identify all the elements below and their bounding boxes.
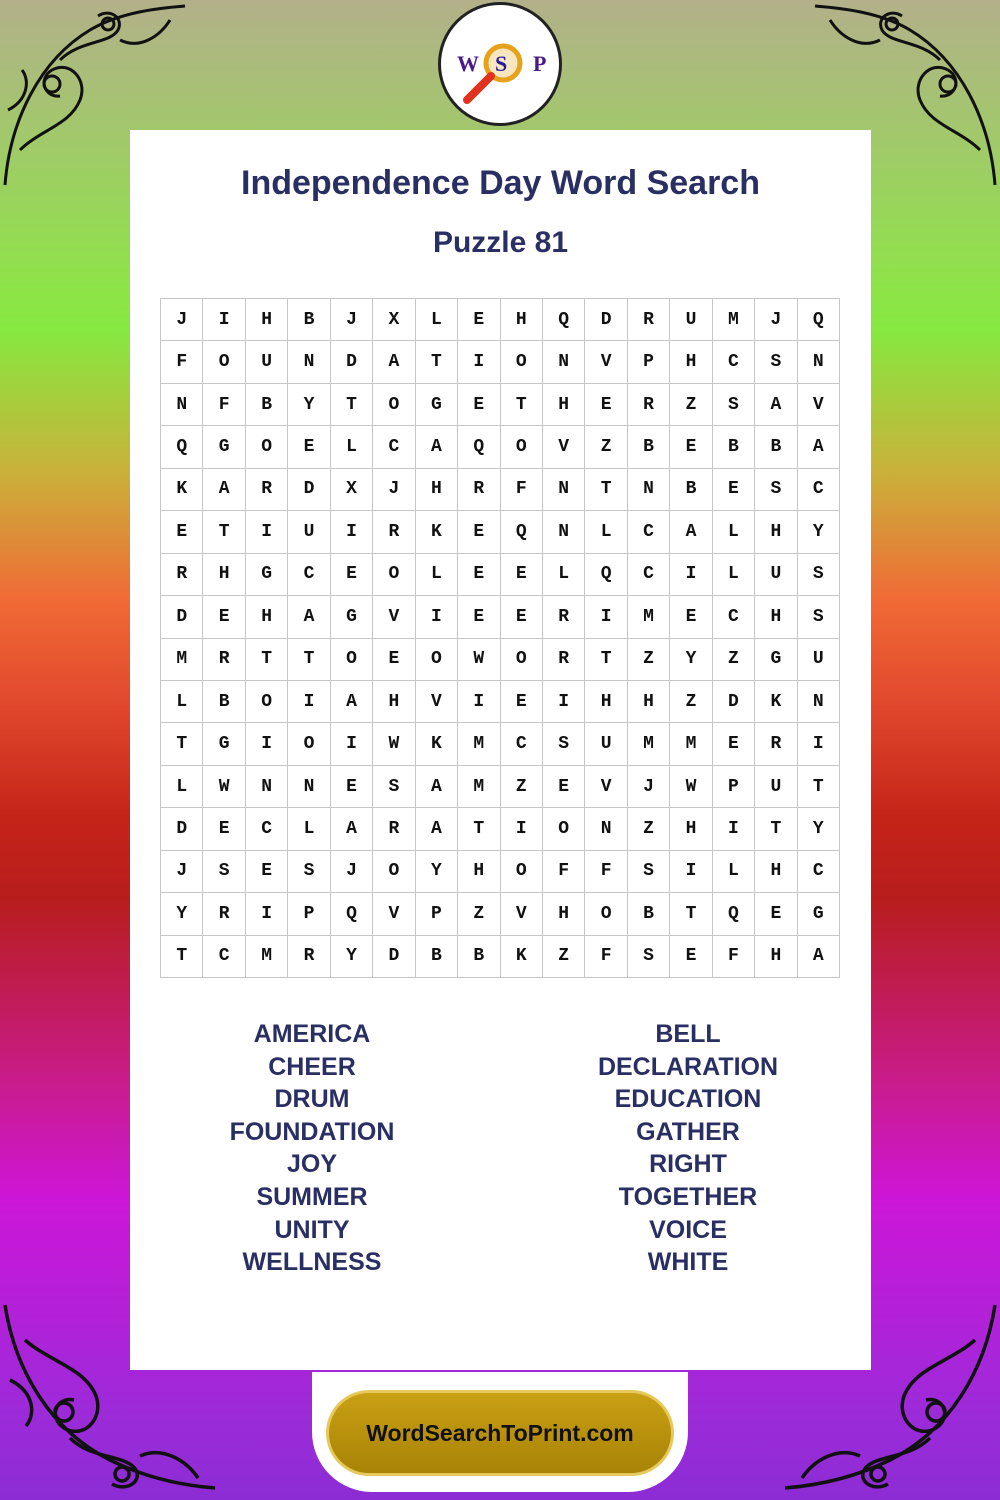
grid-cell[interactable]: H	[246, 299, 288, 341]
grid-cell[interactable]: A	[331, 808, 373, 850]
grid-cell[interactable]: L	[416, 554, 458, 596]
grid-cell[interactable]: S	[798, 596, 840, 638]
grid-cell[interactable]: T	[416, 341, 458, 383]
grid-cell[interactable]: S	[755, 341, 797, 383]
grid-cell[interactable]: A	[798, 936, 840, 978]
grid-cell[interactable]: T	[585, 469, 627, 511]
grid-cell[interactable]: F	[203, 384, 245, 426]
grid-cell[interactable]: Z	[670, 681, 712, 723]
grid-cell[interactable]: T	[585, 639, 627, 681]
grid-cell[interactable]: U	[755, 554, 797, 596]
grid-cell[interactable]: O	[543, 808, 585, 850]
grid-cell[interactable]: T	[203, 511, 245, 553]
grid-cell[interactable]: V	[416, 681, 458, 723]
grid-cell[interactable]: V	[373, 893, 415, 935]
grid-cell[interactable]: A	[755, 384, 797, 426]
grid-cell[interactable]: K	[416, 511, 458, 553]
grid-cell[interactable]: Q	[713, 893, 755, 935]
grid-cell[interactable]: Z	[628, 639, 670, 681]
grid-cell[interactable]: G	[203, 426, 245, 468]
grid-cell[interactable]: E	[713, 469, 755, 511]
grid-cell[interactable]: U	[755, 766, 797, 808]
grid-cell[interactable]: O	[501, 851, 543, 893]
logo-letter-s: S	[495, 51, 508, 76]
grid-cell[interactable]: O	[246, 426, 288, 468]
grid-cell[interactable]: L	[713, 851, 755, 893]
grid-cell[interactable]: W	[373, 723, 415, 765]
grid-cell[interactable]: R	[288, 936, 330, 978]
puzzle-panel	[130, 130, 871, 1370]
grid-cell[interactable]: D	[161, 596, 203, 638]
grid-cell[interactable]: H	[628, 681, 670, 723]
word-list-item: TOGETHER	[618, 1182, 758, 1211]
grid-cell[interactable]: T	[670, 893, 712, 935]
grid-cell[interactable]: E	[373, 639, 415, 681]
grid-cell[interactable]: E	[246, 851, 288, 893]
grid-cell[interactable]: O	[203, 341, 245, 383]
grid-cell[interactable]: I	[543, 681, 585, 723]
word-list-item: DECLARATION	[597, 1052, 779, 1081]
grid-cell[interactable]: E	[203, 808, 245, 850]
website-link-button[interactable]: WordSearchToPrint.com	[326, 1390, 674, 1476]
grid-cell[interactable]: T	[798, 766, 840, 808]
grid-cell[interactable]: H	[670, 808, 712, 850]
puzzle-number: Puzzle 81	[432, 226, 569, 259]
grid-cell[interactable]: E	[331, 766, 373, 808]
grid-cell[interactable]: H	[543, 384, 585, 426]
word-list-item: DRUM	[274, 1085, 350, 1114]
grid-cell[interactable]: I	[670, 851, 712, 893]
grid-cell[interactable]: M	[670, 723, 712, 765]
grid-cell[interactable]: I	[246, 511, 288, 553]
grid-cell[interactable]: G	[755, 639, 797, 681]
word-list-right	[538, 1018, 838, 1279]
grid-cell[interactable]: L	[713, 554, 755, 596]
grid-cell[interactable]: O	[373, 554, 415, 596]
grid-cell[interactable]: Q	[501, 511, 543, 553]
grid-cell[interactable]: I	[670, 554, 712, 596]
grid-cell[interactable]: H	[373, 681, 415, 723]
grid-cell[interactable]: L	[713, 511, 755, 553]
grid-cell[interactable]: Q	[585, 554, 627, 596]
grid-cell[interactable]: Y	[288, 384, 330, 426]
grid-cell[interactable]: B	[416, 936, 458, 978]
grid-cell[interactable]: O	[288, 723, 330, 765]
grid-cell[interactable]: G	[246, 554, 288, 596]
grid-cell[interactable]: N	[543, 511, 585, 553]
grid-cell[interactable]: E	[755, 893, 797, 935]
grid-cell[interactable]: D	[373, 936, 415, 978]
grid-cell[interactable]: B	[458, 936, 500, 978]
grid-cell[interactable]: E	[501, 681, 543, 723]
grid-cell[interactable]: B	[628, 893, 670, 935]
grid-cell[interactable]: J	[331, 851, 373, 893]
grid-cell[interactable]: I	[203, 299, 245, 341]
grid-cell[interactable]: R	[755, 723, 797, 765]
grid-cell[interactable]: E	[331, 554, 373, 596]
grid-cell[interactable]: F	[501, 469, 543, 511]
grid-cell[interactable]: J	[628, 766, 670, 808]
grid-cell[interactable]: B	[203, 681, 245, 723]
grid-cell[interactable]: H	[246, 596, 288, 638]
grid-cell[interactable]: U	[798, 639, 840, 681]
word-list-item: WELLNESS	[242, 1248, 382, 1277]
grid-cell[interactable]: I	[458, 341, 500, 383]
grid-cell[interactable]: E	[203, 596, 245, 638]
word-list-item: SUMMER	[256, 1182, 368, 1211]
grid-cell[interactable]: R	[458, 469, 500, 511]
grid-cell[interactable]: Y	[798, 808, 840, 850]
grid-cell[interactable]: C	[501, 723, 543, 765]
grid-cell[interactable]: R	[161, 554, 203, 596]
grid-cell[interactable]: E	[713, 723, 755, 765]
grid-cell[interactable]: D	[713, 681, 755, 723]
grid-cell[interactable]: D	[585, 299, 627, 341]
word-list-item: FOUNDATION	[229, 1117, 395, 1146]
grid-cell[interactable]: O	[501, 426, 543, 468]
grid-cell[interactable]: K	[161, 469, 203, 511]
grid-cell[interactable]: D	[331, 341, 373, 383]
word-list-left	[162, 1018, 462, 1279]
grid-cell[interactable]: O	[373, 384, 415, 426]
grid-cell[interactable]: P	[713, 766, 755, 808]
grid-cell[interactable]: E	[670, 426, 712, 468]
grid-cell[interactable]: L	[331, 426, 373, 468]
word-list-item: BELL	[655, 1020, 721, 1048]
letter-grid	[160, 298, 840, 978]
word-list-item: WHITE	[647, 1248, 729, 1277]
grid-cell[interactable]: D	[161, 808, 203, 850]
grid-cell[interactable]: M	[713, 299, 755, 341]
grid-cell[interactable]: Y	[416, 851, 458, 893]
grid-cell[interactable]: I	[416, 596, 458, 638]
grid-cell[interactable]: S	[628, 936, 670, 978]
grid-cell[interactable]: E	[161, 511, 203, 553]
grid-cell[interactable]: H	[501, 299, 543, 341]
grid-cell[interactable]: M	[628, 723, 670, 765]
grid-cell[interactable]: E	[585, 384, 627, 426]
grid-cell[interactable]: O	[501, 639, 543, 681]
grid-cell[interactable]: U	[288, 511, 330, 553]
grid-cell[interactable]: B	[670, 469, 712, 511]
grid-cell[interactable]: N	[628, 469, 670, 511]
grid-cell[interactable]: L	[416, 299, 458, 341]
grid-cell[interactable]: I	[331, 723, 373, 765]
grid-cell[interactable]: A	[416, 426, 458, 468]
grid-cell[interactable]: E	[458, 299, 500, 341]
grid-cell[interactable]: G	[203, 723, 245, 765]
grid-cell[interactable]: F	[161, 341, 203, 383]
grid-cell[interactable]: J	[161, 299, 203, 341]
grid-cell[interactable]: Z	[670, 384, 712, 426]
grid-cell[interactable]: R	[373, 808, 415, 850]
grid-cell[interactable]: N	[543, 341, 585, 383]
grid-cell[interactable]: L	[288, 808, 330, 850]
grid-cell[interactable]: Q	[543, 299, 585, 341]
grid-cell[interactable]: N	[288, 341, 330, 383]
grid-cell[interactable]: E	[670, 936, 712, 978]
grid-cell[interactable]: C	[203, 936, 245, 978]
logo-letter-p: P	[533, 51, 547, 76]
grid-cell[interactable]: S	[755, 469, 797, 511]
grid-cell[interactable]: L	[161, 681, 203, 723]
word-list-item: RIGHT	[649, 1150, 727, 1179]
grid-cell[interactable]: Q	[331, 893, 373, 935]
grid-cell[interactable]: C	[628, 511, 670, 553]
grid-cell[interactable]: W	[203, 766, 245, 808]
grid-cell[interactable]: I	[331, 511, 373, 553]
grid-cell[interactable]: T	[331, 384, 373, 426]
grid-cell[interactable]: A	[331, 681, 373, 723]
grid-cell[interactable]: E	[458, 511, 500, 553]
grid-cell[interactable]: T	[288, 639, 330, 681]
grid-cell[interactable]: R	[628, 299, 670, 341]
grid-cell[interactable]: Z	[713, 639, 755, 681]
grid-cell[interactable]: I	[458, 681, 500, 723]
grid-cell[interactable]: H	[755, 596, 797, 638]
grid-cell[interactable]: G	[416, 384, 458, 426]
grid-cell[interactable]: J	[373, 469, 415, 511]
grid-cell[interactable]: Z	[501, 766, 543, 808]
grid-cell[interactable]: E	[670, 596, 712, 638]
grid-cell[interactable]: H	[755, 851, 797, 893]
grid-cell[interactable]: H	[543, 893, 585, 935]
grid-cell[interactable]: N	[246, 766, 288, 808]
grid-cell[interactable]: C	[798, 851, 840, 893]
grid-cell[interactable]: A	[416, 766, 458, 808]
grid-cell[interactable]: F	[585, 936, 627, 978]
grid-cell[interactable]: H	[755, 936, 797, 978]
grid-cell[interactable]: A	[670, 511, 712, 553]
word-list-item: VOICE	[649, 1215, 727, 1244]
word-list-item: JOY	[286, 1150, 338, 1179]
grid-cell[interactable]: C	[246, 808, 288, 850]
grid-cell[interactable]: C	[288, 554, 330, 596]
grid-cell[interactable]: I	[246, 723, 288, 765]
grid-cell[interactable]: L	[543, 554, 585, 596]
grid-cell[interactable]: O	[585, 893, 627, 935]
grid-cell[interactable]: O	[501, 341, 543, 383]
grid-cell[interactable]: M	[246, 936, 288, 978]
grid-cell[interactable]: Y	[798, 511, 840, 553]
grid-cell[interactable]: N	[798, 681, 840, 723]
grid-cell[interactable]: A	[798, 426, 840, 468]
grid-cell[interactable]: V	[373, 596, 415, 638]
grid-cell[interactable]: E	[288, 426, 330, 468]
grid-cell[interactable]: Q	[161, 426, 203, 468]
grid-cell[interactable]: B	[713, 426, 755, 468]
grid-cell[interactable]: J	[755, 299, 797, 341]
grid-cell[interactable]: I	[246, 893, 288, 935]
grid-cell[interactable]: C	[373, 426, 415, 468]
grid-cell[interactable]: S	[628, 851, 670, 893]
grid-cell[interactable]: B	[288, 299, 330, 341]
grid-cell[interactable]: T	[161, 723, 203, 765]
grid-cell[interactable]: H	[203, 554, 245, 596]
grid-cell[interactable]: H	[458, 851, 500, 893]
grid-cell[interactable]: A	[373, 341, 415, 383]
grid-cell[interactable]: E	[501, 554, 543, 596]
grid-cell[interactable]: R	[203, 893, 245, 935]
grid-cell[interactable]: P	[628, 341, 670, 383]
grid-cell[interactable]: I	[798, 723, 840, 765]
word-list-item: GATHER	[636, 1117, 740, 1146]
grid-cell[interactable]: U	[246, 341, 288, 383]
grid-cell[interactable]: I	[713, 808, 755, 850]
grid-cell[interactable]: R	[543, 596, 585, 638]
grid-cell[interactable]: U	[585, 723, 627, 765]
grid-cell[interactable]: D	[288, 469, 330, 511]
grid-cell[interactable]: F	[713, 936, 755, 978]
logo-letter-w: W	[457, 51, 479, 76]
grid-cell[interactable]: S	[203, 851, 245, 893]
grid-cell[interactable]: B	[246, 384, 288, 426]
grid-cell[interactable]: W	[458, 639, 500, 681]
grid-cell[interactable]: J	[331, 299, 373, 341]
grid-cell[interactable]: F	[543, 851, 585, 893]
grid-cell[interactable]: P	[416, 893, 458, 935]
grid-cell[interactable]: C	[798, 469, 840, 511]
word-list-item: EDUCATION	[614, 1085, 762, 1114]
grid-cell[interactable]: H	[585, 681, 627, 723]
grid-cell[interactable]: O	[331, 639, 373, 681]
grid-cell[interactable]: U	[670, 299, 712, 341]
grid-cell[interactable]: I	[585, 596, 627, 638]
grid-cell[interactable]: N	[543, 469, 585, 511]
grid-cell[interactable]: G	[331, 596, 373, 638]
grid-cell[interactable]: G	[798, 893, 840, 935]
grid-cell[interactable]: S	[798, 554, 840, 596]
grid-cell[interactable]: E	[458, 384, 500, 426]
grid-cell[interactable]: W	[670, 766, 712, 808]
grid-cell[interactable]: C	[628, 554, 670, 596]
grid-cell[interactable]: X	[331, 469, 373, 511]
grid-cell[interactable]: M	[161, 639, 203, 681]
page-title: Independence Day Word Search	[241, 164, 760, 202]
grid-cell[interactable]: S	[543, 723, 585, 765]
grid-cell[interactable]: E	[501, 596, 543, 638]
grid-cell[interactable]: Y	[670, 639, 712, 681]
grid-cell[interactable]: N	[288, 766, 330, 808]
grid-cell[interactable]: K	[755, 681, 797, 723]
grid-cell[interactable]: A	[416, 808, 458, 850]
grid-cell[interactable]: O	[416, 639, 458, 681]
word-list-item: AMERICA	[253, 1020, 371, 1048]
grid-cell[interactable]: H	[670, 341, 712, 383]
grid-cell[interactable]: C	[713, 596, 755, 638]
grid-cell[interactable]: O	[246, 681, 288, 723]
grid-cell[interactable]: H	[416, 469, 458, 511]
grid-cell[interactable]: T	[246, 639, 288, 681]
grid-cell[interactable]: V	[798, 384, 840, 426]
grid-cell[interactable]: Y	[331, 936, 373, 978]
grid-cell[interactable]: Z	[458, 893, 500, 935]
grid-cell[interactable]: K	[416, 723, 458, 765]
grid-cell[interactable]: T	[755, 808, 797, 850]
grid-cell[interactable]: I	[501, 808, 543, 850]
grid-cell[interactable]: Y	[161, 893, 203, 935]
grid-cell[interactable]: T	[161, 936, 203, 978]
grid-cell[interactable]: T	[458, 808, 500, 850]
grid-cell[interactable]: C	[713, 341, 755, 383]
grid-cell[interactable]: M	[458, 723, 500, 765]
grid-cell[interactable]: M	[628, 596, 670, 638]
grid-cell[interactable]: A	[288, 596, 330, 638]
grid-cell[interactable]: Z	[543, 936, 585, 978]
grid-cell[interactable]: Q	[458, 426, 500, 468]
grid-cell[interactable]: R	[373, 511, 415, 553]
grid-cell[interactable]: J	[161, 851, 203, 893]
grid-cell[interactable]: L	[161, 766, 203, 808]
grid-cell[interactable]: V	[501, 893, 543, 935]
grid-cell[interactable]: V	[585, 341, 627, 383]
grid-cell[interactable]: E	[458, 554, 500, 596]
grid-cell[interactable]: T	[501, 384, 543, 426]
grid-cell[interactable]: R	[246, 469, 288, 511]
grid-cell[interactable]: R	[628, 384, 670, 426]
grid-cell[interactable]: Q	[798, 299, 840, 341]
grid-cell[interactable]: O	[373, 851, 415, 893]
grid-cell[interactable]: B	[755, 426, 797, 468]
grid-cell[interactable]: X	[373, 299, 415, 341]
grid-cell[interactable]: K	[501, 936, 543, 978]
grid-cell[interactable]: L	[585, 511, 627, 553]
grid-cell[interactable]: B	[628, 426, 670, 468]
grid-cell[interactable]: R	[543, 639, 585, 681]
grid-cell[interactable]: Z	[585, 426, 627, 468]
grid-cell[interactable]: N	[585, 808, 627, 850]
grid-cell[interactable]: Z	[628, 808, 670, 850]
grid-cell[interactable]: S	[713, 384, 755, 426]
grid-cell[interactable]: N	[798, 341, 840, 383]
grid-cell[interactable]: S	[288, 851, 330, 893]
grid-cell[interactable]: V	[543, 426, 585, 468]
grid-cell[interactable]: N	[161, 384, 203, 426]
grid-cell[interactable]: F	[585, 851, 627, 893]
grid-cell[interactable]: M	[458, 766, 500, 808]
grid-cell[interactable]: V	[585, 766, 627, 808]
grid-cell[interactable]: A	[203, 469, 245, 511]
grid-cell[interactable]: I	[288, 681, 330, 723]
word-list-item: CHEER	[268, 1052, 356, 1081]
grid-cell[interactable]: E	[458, 596, 500, 638]
wsp-logo[interactable]	[438, 2, 562, 126]
grid-cell[interactable]: E	[543, 766, 585, 808]
grid-cell[interactable]: H	[755, 511, 797, 553]
word-list-item: UNITY	[274, 1215, 350, 1244]
grid-cell[interactable]: S	[373, 766, 415, 808]
grid-cell[interactable]: P	[288, 893, 330, 935]
grid-cell[interactable]: R	[203, 639, 245, 681]
